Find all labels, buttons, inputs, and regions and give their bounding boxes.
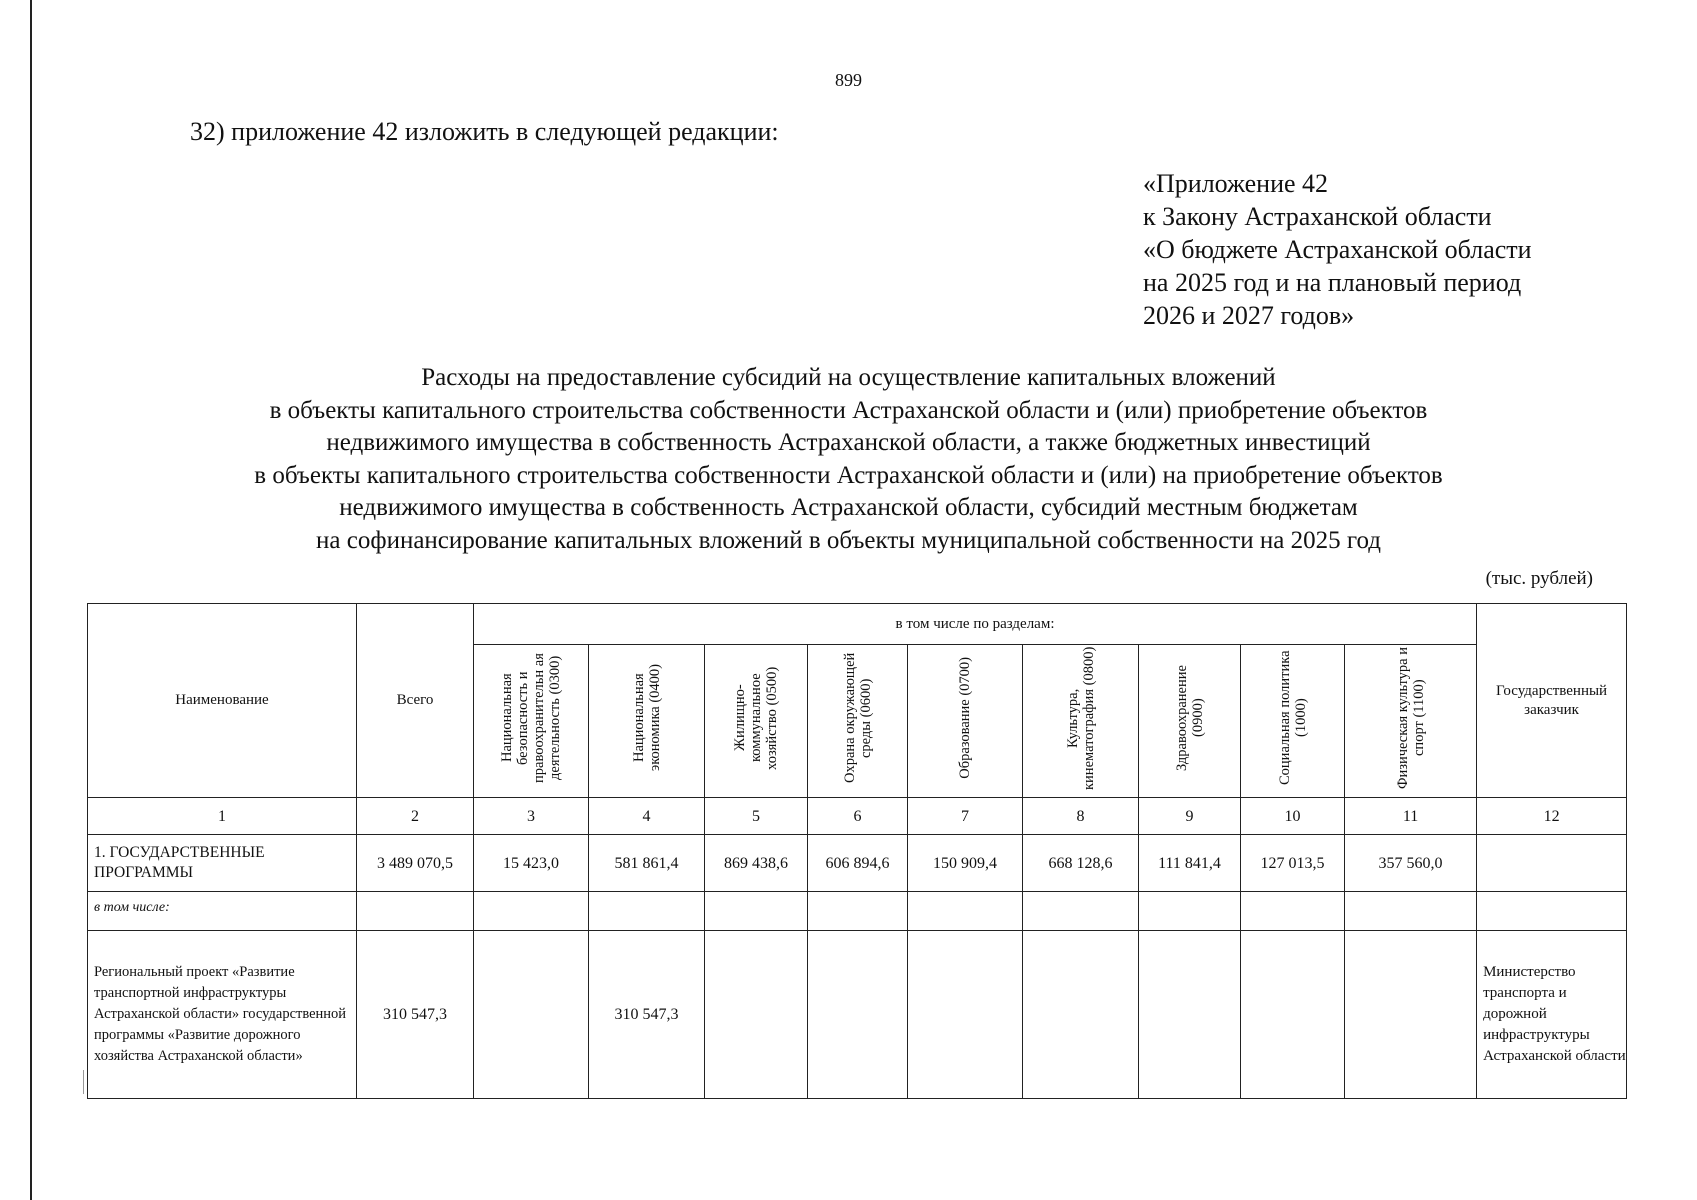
column-number: 11	[1345, 798, 1477, 835]
empty-cell	[1241, 892, 1345, 931]
row-section-value: 111 841,4	[1139, 835, 1241, 892]
appendix-line: 2026 и 2027 годов»	[1143, 301, 1355, 330]
budget-table	[87, 603, 1627, 1099]
row-section-value	[908, 931, 1023, 1099]
empty-cell	[1023, 892, 1139, 931]
units-label: (тыс. рублей)	[1485, 568, 1593, 589]
title-line: Расходы на предоставление субсидий на осуществление капитальных вложений	[421, 364, 1276, 391]
appendix-line: к Закону Астраханской области	[1143, 202, 1492, 231]
row-section-value: 127 013,5	[1241, 835, 1345, 892]
empty-cell	[1345, 892, 1477, 931]
row-section-value: 15 423,0	[474, 835, 589, 892]
row-section-value: 310 547,3	[589, 931, 705, 1099]
title-line: в объекты капитального строительства собственности Астраханской области и (или) приобретение объектов	[269, 396, 1428, 424]
header-customer: Государственный заказчик	[1477, 604, 1627, 798]
column-number: 10	[1241, 798, 1345, 835]
row-section-value	[1139, 931, 1241, 1099]
column-number: 5	[705, 798, 808, 835]
title-line: недвижимого имущества в собственность Астраханской области, субсидий местным бюджетам	[339, 494, 1358, 521]
row-section-value: 606 894,6	[808, 835, 908, 892]
row-section-value	[474, 931, 589, 1099]
amendment-intro: 32) приложение 42 изложить в следующей редакции:	[190, 117, 779, 146]
title-line: в объекты капитального строительства собственности Астраханской области и (или) на приобретение объектов	[254, 461, 1443, 489]
header-total: Всего	[357, 604, 474, 798]
row-section-value: 357 560,0	[1345, 835, 1477, 892]
header-section-0900: Здравоохранение (0900)	[1139, 645, 1241, 798]
empty-cell	[1477, 892, 1627, 931]
title-line: на софинансирование капитальных вложений в объекты муниципальной собственности на 2025 год	[316, 526, 1381, 554]
page-number: 899	[835, 70, 862, 90]
header-section-1000: Социальная политика (1000)	[1241, 645, 1345, 798]
row-section-value	[1023, 931, 1139, 1099]
row-customer: Министерство транспорта и дорожной инфраструктуры Астраханской области	[1477, 931, 1627, 1099]
document-title	[0, 362, 1697, 557]
empty-cell	[908, 892, 1023, 931]
header-sections-group: в том числе по разделам:	[474, 604, 1477, 645]
row-section-value	[1241, 931, 1345, 1099]
header-section-0700: Образование (0700)	[908, 645, 1023, 798]
empty-cell	[589, 892, 705, 931]
column-numbers-row	[88, 798, 1627, 835]
table-row-programs	[88, 835, 1627, 892]
header-row-top	[88, 604, 1627, 645]
column-number: 1	[88, 798, 357, 835]
row-section-value: 869 438,6	[705, 835, 808, 892]
header-section-0500: Жилищно-коммунальное хозяйство (0500)	[705, 645, 808, 798]
column-number: 8	[1023, 798, 1139, 835]
row-name: в том числе:	[88, 892, 357, 931]
header-section-0300: Национальная безопасность и правоохранительн ая деятельность (0300)	[474, 645, 589, 798]
title-line: недвижимого имущества в собственность Астраханской области, а также бюджетных инвестиций	[326, 429, 1371, 456]
empty-cell	[1139, 892, 1241, 931]
column-number: 3	[474, 798, 589, 835]
appendix-line: «О бюджете Астраханской области	[1143, 235, 1532, 264]
scan-edge-line	[30, 0, 32, 1200]
column-number: 6	[808, 798, 908, 835]
scan-edge-mark	[83, 1070, 84, 1094]
row-section-value: 150 909,4	[908, 835, 1023, 892]
header-section-0400: Национальная экономика (0400)	[589, 645, 705, 798]
appendix-header	[1143, 167, 1532, 332]
header-section-0800: Культура, кинематография (0800)	[1023, 645, 1139, 798]
row-section-value	[705, 931, 808, 1099]
column-number: 4	[589, 798, 705, 835]
column-number: 9	[1139, 798, 1241, 835]
row-section-value	[808, 931, 908, 1099]
row-customer	[1477, 835, 1627, 892]
row-section-value: 668 128,6	[1023, 835, 1139, 892]
row-section-value	[1345, 931, 1477, 1099]
row-section-value: 581 861,4	[589, 835, 705, 892]
empty-cell	[474, 892, 589, 931]
empty-cell	[808, 892, 908, 931]
table-row-including	[88, 892, 1627, 931]
appendix-line: «Приложение 42	[1143, 169, 1329, 198]
column-number: 12	[1477, 798, 1627, 835]
row-total: 310 547,3	[357, 931, 474, 1099]
header-section-0600: Охрана окружающей среды (0600)	[808, 645, 908, 798]
row-name: 1. ГОСУДАРСТВЕННЫЕ ПРОГРАММЫ	[88, 835, 357, 892]
empty-cell	[357, 892, 474, 931]
column-number: 7	[908, 798, 1023, 835]
header-section-1100: Физическая культура и спорт (1100)	[1345, 645, 1477, 798]
column-number: 2	[357, 798, 474, 835]
appendix-line: на 2025 год и на плановый период	[1143, 268, 1522, 297]
empty-cell	[705, 892, 808, 931]
table-row-project	[88, 931, 1627, 1099]
row-total: 3 489 070,5	[357, 835, 474, 892]
row-name: Региональный проект «Развитие транспортной инфраструктуры Астраханской области» государственной программы «Развитие дорожного хозяйства Астраханской области»	[88, 931, 357, 1099]
header-name: Наименование	[88, 604, 357, 798]
